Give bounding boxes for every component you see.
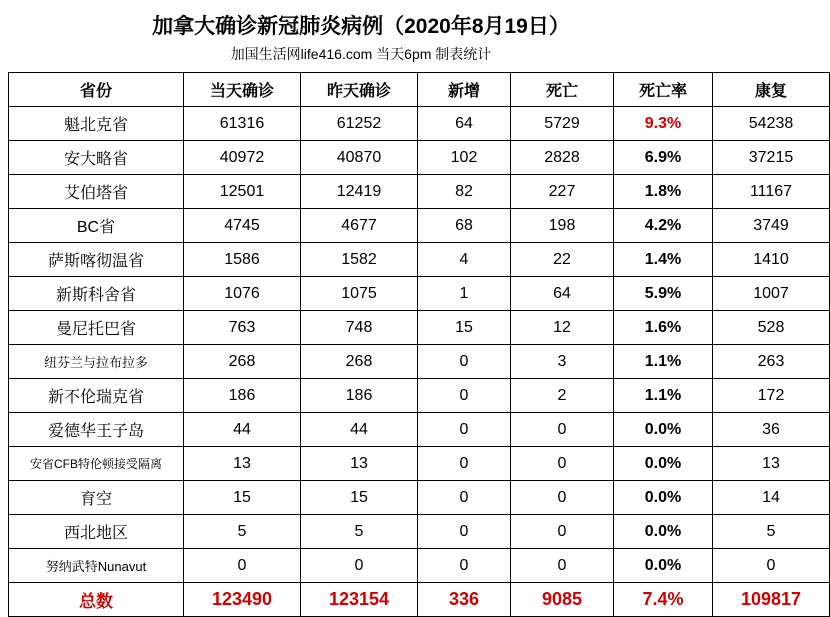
cell-new-cases: 15 xyxy=(418,311,511,345)
cell-death-rate: 1.1% xyxy=(614,345,713,379)
cell-deaths: 0 xyxy=(511,515,614,549)
cell-new-cases: 64 xyxy=(418,107,511,141)
cell-province: 魁北克省 xyxy=(9,107,184,141)
table-row xyxy=(9,209,830,243)
cell-new-cases: 0 xyxy=(418,413,511,447)
table-total-row xyxy=(9,583,830,617)
cell-deaths: 12 xyxy=(511,311,614,345)
table-row xyxy=(9,107,830,141)
table-row xyxy=(9,243,830,277)
page-subtitle: 加国生活网life416.com 当天6pm 制表统计 xyxy=(230,46,492,62)
cell-death-rate: 9.3% xyxy=(614,107,713,141)
cell-new-cases: 0 xyxy=(418,549,511,583)
column-header-recovered: 康复 xyxy=(713,73,830,107)
table-header xyxy=(9,73,830,107)
cell-yesterday-cases: 61252 xyxy=(301,107,418,141)
cell-recovered: 11167 xyxy=(713,175,830,209)
cell-today-cases: 12501 xyxy=(184,175,301,209)
cell-today-cases: 4745 xyxy=(184,209,301,243)
cell-death-rate: 1.4% xyxy=(614,243,713,277)
table-row xyxy=(9,413,830,447)
cell-recovered: 1410 xyxy=(713,243,830,277)
cell-death-rate: 0.0% xyxy=(614,515,713,549)
total-recovered: 109817 xyxy=(713,583,830,617)
table-row xyxy=(9,515,830,549)
cell-province: 曼尼托巴省 xyxy=(9,311,184,345)
cell-new-cases: 0 xyxy=(418,515,511,549)
cell-province: BC省 xyxy=(9,209,184,243)
cell-death-rate: 0.0% xyxy=(614,413,713,447)
cell-death-rate: 4.2% xyxy=(614,209,713,243)
total-yesterday-cases: 123154 xyxy=(301,583,418,617)
cell-today-cases: 268 xyxy=(184,345,301,379)
cell-province: 新不伦瑞克省 xyxy=(9,379,184,413)
cell-yesterday-cases: 748 xyxy=(301,311,418,345)
table-row xyxy=(9,175,830,209)
cell-recovered: 5 xyxy=(713,515,830,549)
cell-new-cases: 1 xyxy=(418,277,511,311)
cell-recovered: 263 xyxy=(713,345,830,379)
cell-province: 纽芬兰与拉布拉多 xyxy=(9,345,184,379)
cell-province: 萨斯喀彻温省 xyxy=(9,243,184,277)
cell-death-rate: 1.1% xyxy=(614,379,713,413)
cell-death-rate: 0.0% xyxy=(614,481,713,515)
cell-yesterday-cases: 12419 xyxy=(301,175,418,209)
cell-today-cases: 763 xyxy=(184,311,301,345)
cell-recovered: 14 xyxy=(713,481,830,515)
cell-recovered: 172 xyxy=(713,379,830,413)
total-today-cases: 123490 xyxy=(184,583,301,617)
cell-deaths: 22 xyxy=(511,243,614,277)
cell-deaths: 0 xyxy=(511,447,614,481)
table-row xyxy=(9,481,830,515)
covid-stats-table xyxy=(8,72,830,617)
cell-death-rate: 6.9% xyxy=(614,141,713,175)
cell-today-cases: 1586 xyxy=(184,243,301,277)
page-title: 加拿大确诊新冠肺炎病例（2020年8月19日） xyxy=(152,15,570,38)
cell-province: 育空 xyxy=(9,481,184,515)
cell-today-cases: 61316 xyxy=(184,107,301,141)
table-row xyxy=(9,141,830,175)
cell-yesterday-cases: 1075 xyxy=(301,277,418,311)
column-header-death-rate: 死亡率 xyxy=(614,73,713,107)
cell-death-rate: 0.0% xyxy=(614,549,713,583)
cell-province: 安省CFB特伦顿接受隔离 xyxy=(9,447,184,481)
table-row xyxy=(9,549,830,583)
cell-today-cases: 186 xyxy=(184,379,301,413)
cell-today-cases: 15 xyxy=(184,481,301,515)
cell-deaths: 5729 xyxy=(511,107,614,141)
column-header-today-cases: 当天确诊 xyxy=(184,73,301,107)
cell-today-cases: 44 xyxy=(184,413,301,447)
cell-recovered: 1007 xyxy=(713,277,830,311)
cell-yesterday-cases: 4677 xyxy=(301,209,418,243)
cell-deaths: 64 xyxy=(511,277,614,311)
cell-new-cases: 4 xyxy=(418,243,511,277)
table-row xyxy=(9,311,830,345)
column-header-deaths: 死亡 xyxy=(511,73,614,107)
cell-today-cases: 40972 xyxy=(184,141,301,175)
cell-deaths: 227 xyxy=(511,175,614,209)
table-body xyxy=(9,107,830,617)
table-header-row xyxy=(9,73,830,107)
cell-deaths: 2 xyxy=(511,379,614,413)
cell-new-cases: 0 xyxy=(418,345,511,379)
cell-death-rate: 1.8% xyxy=(614,175,713,209)
cell-yesterday-cases: 40870 xyxy=(301,141,418,175)
cell-new-cases: 0 xyxy=(418,447,511,481)
cell-yesterday-cases: 0 xyxy=(301,549,418,583)
total-death-rate: 7.4% xyxy=(614,583,713,617)
cell-new-cases: 0 xyxy=(418,481,511,515)
cell-yesterday-cases: 5 xyxy=(301,515,418,549)
cell-deaths: 0 xyxy=(511,481,614,515)
cell-new-cases: 82 xyxy=(418,175,511,209)
cell-deaths: 2828 xyxy=(511,141,614,175)
cell-province: 努纳武特Nunavut xyxy=(9,549,184,583)
cell-today-cases: 13 xyxy=(184,447,301,481)
cell-yesterday-cases: 15 xyxy=(301,481,418,515)
cell-new-cases: 102 xyxy=(418,141,511,175)
table-row xyxy=(9,277,830,311)
cell-recovered: 54238 xyxy=(713,107,830,141)
cell-deaths: 3 xyxy=(511,345,614,379)
cell-province: 爱德华王子岛 xyxy=(9,413,184,447)
cell-today-cases: 1076 xyxy=(184,277,301,311)
cell-yesterday-cases: 1582 xyxy=(301,243,418,277)
cell-yesterday-cases: 268 xyxy=(301,345,418,379)
cell-death-rate: 0.0% xyxy=(614,447,713,481)
total-new-cases: 336 xyxy=(418,583,511,617)
cell-death-rate: 5.9% xyxy=(614,277,713,311)
column-header-province: 省份 xyxy=(9,73,184,107)
cell-province: 西北地区 xyxy=(9,515,184,549)
cell-province: 新斯科舍省 xyxy=(9,277,184,311)
table-row xyxy=(9,379,830,413)
cell-recovered: 36 xyxy=(713,413,830,447)
cell-deaths: 0 xyxy=(511,413,614,447)
cell-recovered: 0 xyxy=(713,549,830,583)
column-header-new-cases: 新增 xyxy=(418,73,511,107)
cell-recovered: 3749 xyxy=(713,209,830,243)
table-row xyxy=(9,447,830,481)
cell-today-cases: 5 xyxy=(184,515,301,549)
cell-yesterday-cases: 44 xyxy=(301,413,418,447)
cell-yesterday-cases: 186 xyxy=(301,379,418,413)
cell-province: 安大略省 xyxy=(9,141,184,175)
cell-deaths: 0 xyxy=(511,549,614,583)
cell-recovered: 528 xyxy=(713,311,830,345)
column-header-yesterday-cases: 昨天确诊 xyxy=(301,73,418,107)
total-deaths: 9085 xyxy=(511,583,614,617)
cell-yesterday-cases: 13 xyxy=(301,447,418,481)
total-label: 总数 xyxy=(9,583,184,617)
table-row xyxy=(9,345,830,379)
cell-recovered: 13 xyxy=(713,447,830,481)
cell-death-rate: 1.6% xyxy=(614,311,713,345)
cell-today-cases: 0 xyxy=(184,549,301,583)
cell-recovered: 37215 xyxy=(713,141,830,175)
cell-deaths: 198 xyxy=(511,209,614,243)
cell-new-cases: 0 xyxy=(418,379,511,413)
cell-province: 艾伯塔省 xyxy=(9,175,184,209)
cell-new-cases: 68 xyxy=(418,209,511,243)
